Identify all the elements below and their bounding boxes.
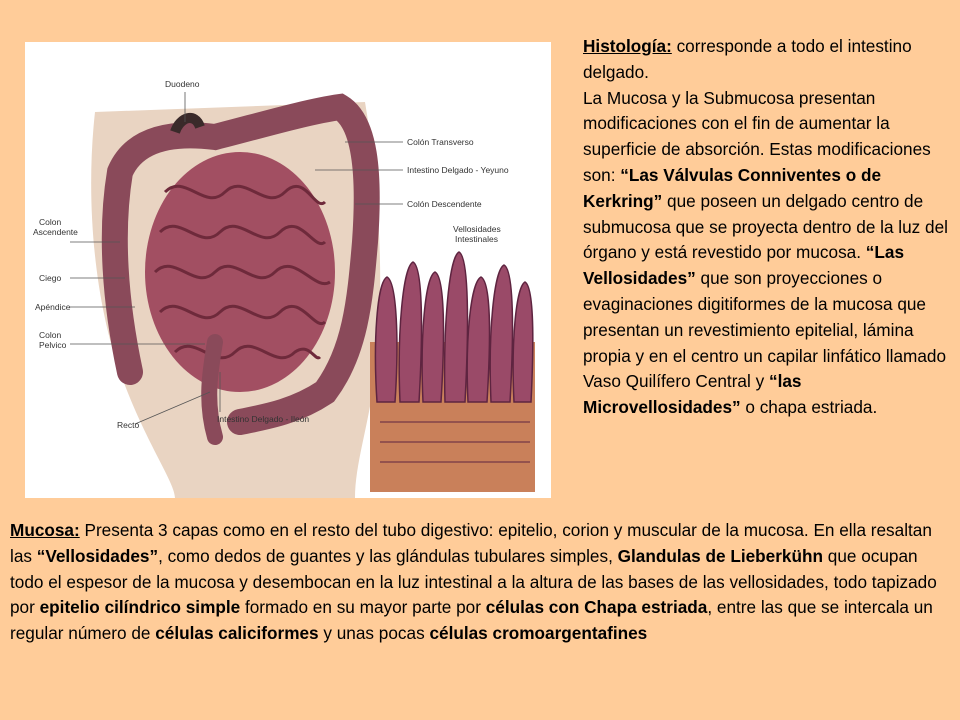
vellosidades-term: “Las Vellosidades”: [583, 242, 905, 289]
label-colon-transverso: Colón Transverso: [407, 137, 474, 147]
glandulas-lieberkuhn: Glandulas de Lieberkühn: [617, 545, 823, 566]
label-intestino-ileon: Intestino Delgado - Ileón: [217, 414, 310, 424]
mucosa-heading: Mucosa:: [10, 520, 80, 540]
label-duodeno: Duodeno: [165, 79, 200, 89]
label-intestinales: Intestinales: [455, 234, 498, 244]
histologia-intro: corresponde a todo el intestino delgado.: [583, 36, 912, 82]
rectum: [209, 342, 215, 437]
microvellosidades-term: “las Microvellosidades”: [583, 371, 802, 418]
label-colon-descendente: Colón Descendente: [407, 199, 482, 209]
villi-section: [370, 252, 535, 492]
intestine-illustration: [25, 42, 551, 498]
label-intestino-yeyuno: Intestino Delgado - Yeyuno: [407, 165, 509, 175]
valvulas-conniventes: “Las Válvulas Conniventes o de Kerkring”: [583, 164, 882, 211]
mucosa-text-2: , como dedos de guantes y las glándulas tubulares simples,: [158, 545, 618, 566]
mucosa-text-5: , entre las que se intercala un regular número de: [10, 597, 933, 644]
label-recto: Recto: [117, 420, 140, 430]
histologia-paragraph: [583, 34, 953, 421]
mucosa-text-4: formado en su mayor parte por: [240, 597, 486, 618]
label-colon-ascendente-2: Ascendente: [33, 227, 78, 237]
label-colon-pelvico-1: Colon: [39, 330, 62, 340]
mucosa-text-6: y unas pocas: [318, 623, 430, 644]
vellosidades-bold: “Vellosidades”: [36, 545, 159, 566]
celulas-caliciformes: células caliciformes: [155, 623, 319, 644]
histologia-text-2: que poseen un delgado centro de submucosa que se proyecta dentro de la luz del órgano y está revestido por mucosa.: [583, 190, 948, 263]
histologia-heading: Histología:: [583, 36, 672, 56]
label-colon-pelvico-2: Pelvico: [39, 340, 67, 350]
celulas-chapa-estriada: células con Chapa estriada: [485, 597, 708, 618]
histologia-text-4: o chapa estriada.: [740, 397, 878, 418]
label-colon-ascendente-1: Colon: [39, 217, 62, 227]
mucosa-paragraph: [10, 518, 950, 647]
celulas-cromoargentafines: células cromoargentafines: [429, 623, 648, 644]
label-vellosidades: Vellosidades: [453, 224, 501, 234]
label-ciego: Ciego: [39, 273, 62, 283]
histologia-text-1: La Mucosa y la Submucosa presentan modificaciones con el fin de aumentar la superficie de absorción. Estas modificaciones son:: [583, 87, 931, 185]
mucosa-text-3: que ocupan todo el espesor de la mucosa y desembocan en la luz intestinal a la altura de las bases de las vellosidades, todo tapizado por: [10, 545, 937, 618]
label-apendice: Apéndice: [35, 302, 71, 312]
mucosa-text-1: Presenta 3 capas como en el resto del tubo digestivo: epitelio, corion y muscular de la mucosa. En ella resaltan las: [10, 520, 932, 566]
histologia-text-3: que son proyecciones o evaginaciones digitiformes de la mucosa que presentan un revestimiento epitelial, lámina propia y en el centro un capilar linfático llamado Vaso Quilífero Central y: [583, 268, 947, 392]
epitelio-cilindrico: epitelio cilíndrico simple: [39, 597, 241, 618]
